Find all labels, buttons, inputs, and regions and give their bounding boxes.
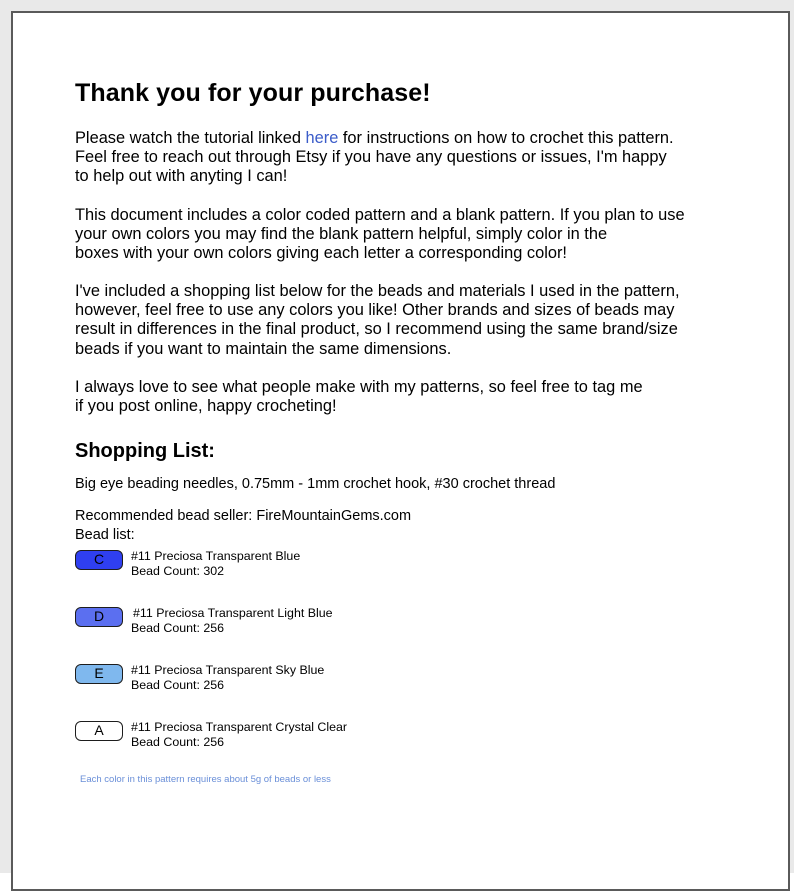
closing-line: if you post online, happy crocheting! <box>75 397 337 416</box>
bead-item <box>75 664 475 698</box>
closing-paragraph <box>75 378 643 416</box>
bead-color-badge: E <box>75 664 123 684</box>
bead-seller: Recommended bead seller: FireMountainGems.com <box>75 508 412 524</box>
pattern-info-line: your own colors you may find the blank pattern helpful, simply color in the <box>75 225 608 244</box>
bead-name: #11 Preciosa Transparent Blue <box>131 549 301 563</box>
pattern-info-paragraph <box>75 206 685 264</box>
bead-color-badge: A <box>75 721 123 741</box>
shopping-info-line: beads if you want to maintain the same dimensions. <box>75 339 452 358</box>
intro-line-1-text: Please watch the tutorial linked <box>75 129 306 147</box>
bead-count: Bead Count: 256 <box>131 678 225 692</box>
shopping-info-paragraph <box>75 282 680 359</box>
intro-paragraph <box>75 129 674 187</box>
bead-name: #11 Preciosa Transparent Light Blue <box>133 606 333 620</box>
shopping-info-line: I've included a shopping list below for the beads and materials I used in the pattern, <box>75 282 680 300</box>
bead-count: Bead Count: 256 <box>131 735 225 749</box>
bead-count: Bead Count: 302 <box>131 564 225 578</box>
intro-line-1 <box>75 129 674 148</box>
bead-item <box>75 550 475 584</box>
shopping-list-title: Shopping List: <box>75 440 215 462</box>
intro-line-3: to help out with anyting I can! <box>75 167 288 186</box>
shopping-info-line: result in differences in the final product, so I recommend using the same brand/size <box>75 320 678 339</box>
tutorial-link[interactable]: here <box>305 129 339 147</box>
bead-item <box>75 607 475 641</box>
pattern-info-line: boxes with your own colors giving each letter a corresponding color! <box>75 244 567 263</box>
bead-item <box>75 721 475 755</box>
tools-list: Big eye beading needles, 0.75mm - 1mm crochet hook, #30 crochet thread <box>75 476 556 492</box>
bead-list-label: Bead list: <box>75 527 135 543</box>
bead-name: #11 Preciosa Transparent Sky Blue <box>131 663 325 677</box>
intro-line-1-tail: for instructions on how to crochet this pattern. <box>338 129 674 147</box>
intro-line-2: Feel free to reach out through Etsy if you have any questions or issues, I'm happy <box>75 148 667 167</box>
page-title: Thank you for your purchase! <box>75 79 431 107</box>
closing-line: I always love to see what people make with my patterns, so feel free to tag me <box>75 378 643 396</box>
bead-color-badge: C <box>75 550 123 570</box>
pattern-info-line: This document includes a color coded pattern and a blank pattern. If you plan to use <box>75 206 685 224</box>
shopping-info-line: however, feel free to use any colors you like! Other brands and sizes of beads may <box>75 301 675 320</box>
document-page <box>11 11 790 891</box>
bead-footnote: Each color in this pattern requires about 5g of beads or less <box>80 774 331 785</box>
bead-name: #11 Preciosa Transparent Crystal Clear <box>131 720 348 734</box>
bead-count: Bead Count: 256 <box>131 621 225 635</box>
bead-color-badge: D <box>75 607 123 627</box>
